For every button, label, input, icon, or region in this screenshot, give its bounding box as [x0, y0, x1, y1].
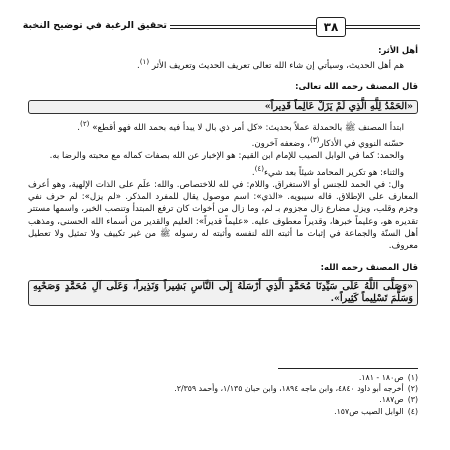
page-number: ٣٨: [316, 17, 346, 37]
footnote-ref: (٣): [310, 135, 320, 145]
footnote-rule: [278, 368, 418, 369]
footnote: (١) ص١٨٠ - ١٨١.: [358, 373, 418, 382]
matn-box: [28, 280, 418, 307]
paragraph: هم أهل الحديث، وسيأتي إن شاء الله تعالى تعريف الحديث وتعريف الأثر $^{(١)}$.: [137, 57, 404, 72]
footnote: (٤) الوابل الصيب ص١٥٧.: [334, 406, 418, 416]
matn-text: «وَصَلَّى اللَّهُ عَلَى سَيِّدِنَا مُحَمَّدٍ الَّذِي أَرْسَلَهُ إِلَى النَّاسِ بَشِيراً وَنَذِيراً، وَعَلَى آلِ مُحَمَّدٍ وَصَحْبِهِ وَسَلَّمَ تَسْلِيماً كَثِيراً».: [33, 280, 413, 305]
running-title: تحقيق الرغبة في توضيح النخبة: [20, 17, 170, 35]
matn-text: «الحَمْدُ لِلَّهِ الَّذِي لَمْ يَزَلْ عَالِماً قَدِيراً»: [264, 100, 413, 112]
paragraph: حسّنه النووي في الأذكار$^{(٣)}$، وضعفه آخرون.: [251, 135, 404, 150]
footnote-ref: (١): [139, 57, 150, 67]
section-heading: قال المصنف رحمه الله تعالى:: [295, 81, 418, 92]
paragraph: ابتدأ المصنف ﷺ بالحمدلة عملاً بحديث: «كل أمر ذي بال لا يبدأ فيه بحمد الله فهو أقطع» $^{(٢)}$.: [77, 119, 404, 133]
paragraph: والثناء: هو تكرير المحامد شيئاً بعد شيء$^{(٤)}$.: [251, 163, 404, 178]
matn-box: [28, 100, 418, 114]
page-header: [22, 14, 420, 38]
footnote: (٢) أخرجه أبو داود ٤٨٤٠، وابن ماجه ١٨٩٤، وابن حبان ١/١٣٥، وأحمد ٢/٣٥٩.: [174, 384, 418, 394]
paragraph: والحمد: كما في الوابل الصيب للإمام ابن القيم: هو الإخبار عن الله بصفات كماله مع محبته والرضا به.: [49, 151, 404, 162]
footnote-ref: (٢): [80, 119, 90, 129]
term-label: أهل الأثر:: [378, 45, 418, 55]
paragraph: وال: في الحمد للجنس أو الاستغراق. واللام: في لله للاختصاص. والله: علَم على الذات الإلهية، وهو أعرف المعارف على الإطلاق. قاله سيبويه. «الذي»: اسم موصول يقال للمفرد المذكر. «لم يزل»: لم حرف نفي وجزم وقلب، ويزل مضارع زال مجزوم بـ لم، وما زال من أخوات كان ترفع المبتدأ وتنصب الخبر، واسمها مستتر تقديره هو، وعليماً خبرها، وقديراً معطوف عليه. «عليماً قديراً»: العليم والقدير من أسماء الله الحسنى، ومذهب أهل السنّة والجماعة في إثبات ما أثبته الله لنفسه وأثبته له رسوله ﷺ من غير تكييف ولا تمثيل ولا تعطيل معروف.: [28, 179, 418, 252]
footnotes: [28, 368, 418, 417]
section-heading: قال المصنف رحمه الله:: [320, 261, 418, 272]
footnote: (٣) ص١٨٧.: [379, 395, 418, 405]
page-body: [28, 44, 418, 310]
footnote-ref: (٤): [254, 163, 265, 173]
